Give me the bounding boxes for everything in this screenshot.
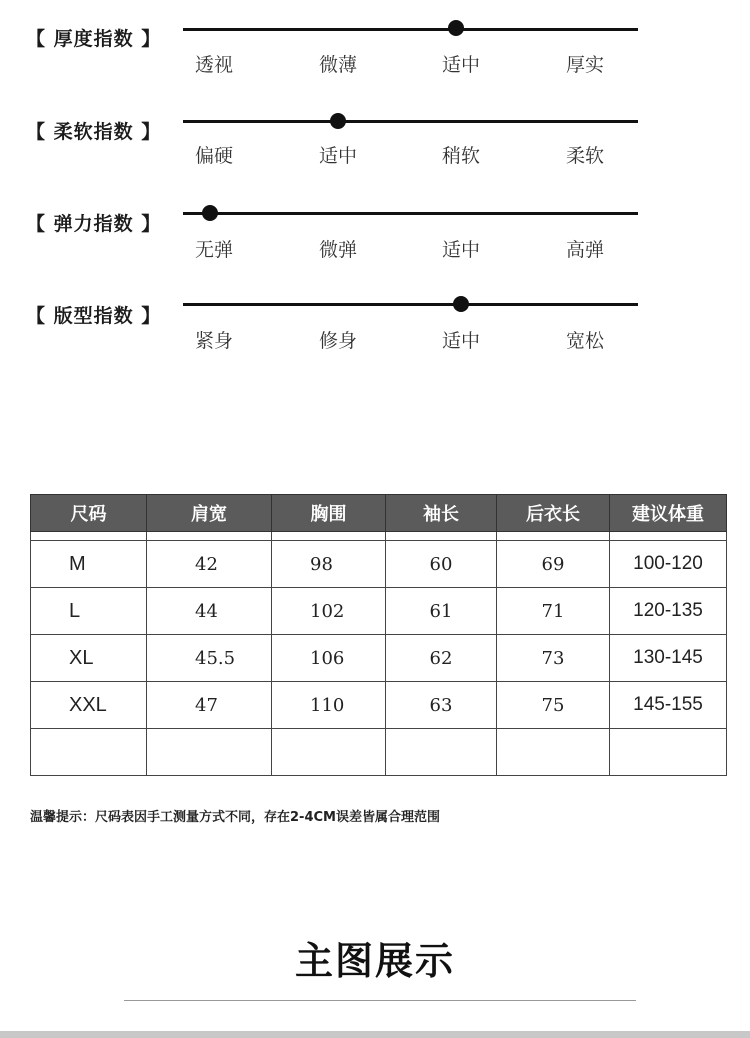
index-title: 【 弹力指数 】 xyxy=(26,213,162,235)
cell-chest: 106 xyxy=(272,635,386,682)
table-row xyxy=(31,541,727,588)
cell-sleeve: 61 xyxy=(386,588,497,635)
cell-size: L xyxy=(31,588,147,635)
section-divider xyxy=(124,1000,636,1001)
scale-dot xyxy=(448,20,464,36)
index-title: 【 柔软指数 】 xyxy=(26,121,162,143)
cell-sleeve: 63 xyxy=(386,682,497,729)
scale-label: 修身 xyxy=(318,330,357,352)
cell-sleeve: 60 xyxy=(386,541,497,588)
scale-line xyxy=(183,120,638,123)
scale-label: 透视 xyxy=(194,54,233,76)
cell-sleeve: 62 xyxy=(386,635,497,682)
scale-label: 高弹 xyxy=(565,239,604,261)
scale-label: 适中 xyxy=(441,239,480,261)
table-row xyxy=(31,588,727,635)
cell-length: 69 xyxy=(497,541,610,588)
index-title: 【 厚度指数 】 xyxy=(26,28,162,50)
cell-size: XXL xyxy=(31,682,147,729)
cell-shoulder: 47 xyxy=(147,682,272,729)
header-length: 后衣长 xyxy=(497,495,610,532)
index-softness xyxy=(0,113,750,193)
cell-weight: 120-135 xyxy=(610,588,727,635)
size-table xyxy=(30,494,727,776)
table-row xyxy=(31,682,727,729)
cell-size: M xyxy=(31,541,147,588)
cell-empty xyxy=(610,729,727,776)
scale-line xyxy=(183,303,638,306)
cell-empty xyxy=(386,729,497,776)
cell-length: 71 xyxy=(497,588,610,635)
index-fit xyxy=(0,297,750,377)
cell-empty xyxy=(147,729,272,776)
scale-label: 适中 xyxy=(318,145,357,167)
header-sleeve: 袖长 xyxy=(386,495,497,532)
cell-shoulder: 42 xyxy=(147,541,272,588)
scale-label: 适中 xyxy=(441,330,480,352)
bottom-strip xyxy=(0,1031,750,1038)
table-spacer-row xyxy=(31,532,727,541)
scale-label: 柔软 xyxy=(565,145,604,167)
scale-label: 稍软 xyxy=(441,145,480,167)
table-row xyxy=(31,635,727,682)
cell-length: 73 xyxy=(497,635,610,682)
size-notice: 温馨提示：尺码表因手工测量方式不同，存在2-4CM误差皆属合理范围 xyxy=(30,810,440,825)
cell-shoulder: 45.5 xyxy=(147,635,272,682)
cell-empty xyxy=(272,729,386,776)
cell-shoulder: 44 xyxy=(147,588,272,635)
cell-length: 75 xyxy=(497,682,610,729)
index-thickness xyxy=(0,20,750,100)
scale-line xyxy=(183,28,638,31)
scale-label: 微弹 xyxy=(318,239,357,261)
cell-chest: 110 xyxy=(272,682,386,729)
header-weight: 建议体重 xyxy=(610,495,727,532)
table-header-row xyxy=(31,495,727,532)
cell-weight: 145-155 xyxy=(610,682,727,729)
table-row-empty xyxy=(31,729,727,776)
scale-label: 紧身 xyxy=(194,330,233,352)
scale-label: 适中 xyxy=(441,54,480,76)
scale-label: 无弹 xyxy=(194,239,233,261)
index-title: 【 版型指数 】 xyxy=(26,305,162,327)
section-title: 主图展示 xyxy=(294,939,455,983)
header-chest: 胸围 xyxy=(272,495,386,532)
cell-chest: 102 xyxy=(272,588,386,635)
header-shoulder: 肩宽 xyxy=(147,495,272,532)
scale-dot xyxy=(453,296,469,312)
index-elasticity xyxy=(0,205,750,285)
cell-size: XL xyxy=(31,635,147,682)
cell-empty xyxy=(31,729,147,776)
header-size: 尺码 xyxy=(31,495,147,532)
scale-line xyxy=(183,212,638,215)
cell-empty xyxy=(497,729,610,776)
scale-label: 偏硬 xyxy=(194,145,233,167)
cell-weight: 130-145 xyxy=(610,635,727,682)
scale-dot xyxy=(202,205,218,221)
cell-chest: 98 xyxy=(272,541,386,588)
scale-label: 宽松 xyxy=(565,330,604,352)
scale-label: 微薄 xyxy=(318,54,357,76)
cell-weight: 100-120 xyxy=(610,541,727,588)
scale-dot xyxy=(330,113,346,129)
scale-label: 厚实 xyxy=(565,54,604,76)
